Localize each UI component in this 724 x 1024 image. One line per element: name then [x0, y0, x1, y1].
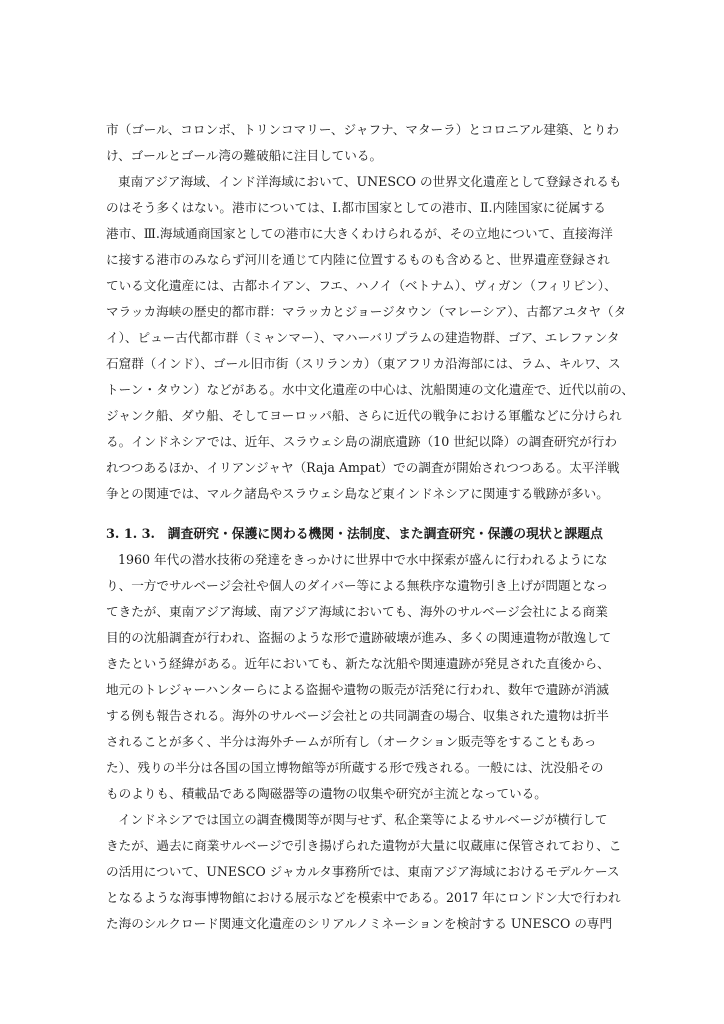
text-line: け、ゴールとゴール湾の難破船に注目している。: [106, 148, 383, 163]
text-line: する例も報告される。海外のサルベージ会社との共同調査の場合、収集された遺物は折半: [106, 708, 609, 723]
text-line: 東南アジア海域、インド洋海域において、UNESCO の世界文化遺産として登録されるも: [118, 174, 622, 189]
text-line: 地元のトレジャーハンターらによる盗掘や遺物の販売が活発に行われ、数年で遺跡が消滅: [106, 682, 609, 697]
text-line: る。インドネシアでは、近年、スラウェシ島の湖底遺跡（10 世紀以降）の調査研究が行わ: [106, 434, 617, 449]
text-line: となるような海事博物館における展示などを模索中である。2017 年にロンドン大で行われ: [106, 890, 621, 905]
text-line: トーン・タウン）などがある。水中文化遺産の中心は、沈船関連の文化遺産で、近代以前の、: [106, 382, 634, 397]
text-line: のはそう多くはない。港市については、Ⅰ.都市国家としての港市、Ⅱ.内陸国家に従属する: [106, 200, 606, 215]
text-line: 石窟群（インド）、ゴール旧市街（スリランカ）（東アフリカ沿海部には、ラム、キルワ、ス: [106, 356, 621, 371]
text-line: ジャンク船、ダウ船、そしてヨーロッパ船、さらに近代の戦争における軍艦などに分けられ: [106, 408, 622, 423]
text-line: 港市、Ⅲ.海域通商国家としての港市に大きくわけられるが、その立地について、直接海洋: [106, 226, 613, 241]
text-line: に接する港市のみならず河川を通じて内陸に位置するものも含めると、世界遺産登録され: [106, 252, 610, 267]
text-line: た）、残りの半分は各国の国立博物館等が所蔵する形で残される。一般には、沈没船その: [106, 760, 604, 775]
text-line: 市（ゴール、コロンボ、トリンコマリー、ジャフナ、マターラ）とコロニアル建築、とりわ: [106, 122, 619, 137]
text-line: イ）、ピュー古代都市群（ミャンマー）、マハーバリプラムの建造物群、ゴア、エレファンタ: [106, 330, 620, 345]
text-line: されることが多く、半分は海外チームが所有し（オークション販売等をすることもあっ: [106, 734, 597, 749]
section-heading: 3. 1. 3. 調査研究・保護に関わる機関・法制度、また調査研究・保護の現状と課題点: [106, 527, 603, 542]
text-line: きたという経緯がある。近年においても、新たな沈船や関連遺跡が発見された直後から、: [106, 656, 610, 671]
text-line: きたが、過去に商業サルベージで引き揚げられた遺物が大量に収蔵庫に保管されており、こ: [106, 838, 622, 853]
text-line: ものよりも、積載品である陶磁器等の遺物の収集や研究が主流となっている。: [106, 786, 547, 801]
text-line: 争との関連では、マルク諸島やスラウェシ島など東インドネシアに関連する戦跡が多い。: [106, 486, 609, 501]
text-line: た海のシルクロード関連文化遺産のシリアルノミネーションを検討する UNESCO の専門: [106, 916, 613, 931]
text-line: マラッカ海峡の歴史的都市群：マラッカとジョージタウン（マレーシア）、古都アユタヤ（タ: [106, 304, 627, 319]
text-line: 目的の沈船調査が行われ、盗掘のような形で遺跡破壊が進み、多くの関連遺物が散逸して: [106, 630, 612, 645]
text-line: インドネシアでは国立の調査機関等が関与せず、私企業等によるサルベージが横行して: [118, 812, 608, 827]
text-line: 1960 年代の潜水技術の発達をきっかけに世界中で水中探索が盛んに行われるようにな: [118, 552, 608, 567]
text-line: ている文化遺産には、古都ホイアン、フエ、ハノイ（ベトナム）、ヴィガン（フィリピン）、: [106, 278, 617, 293]
text-line: てきたが、東南アジア海域、南アジア海域においても、海外のサルベージ会社による商業: [106, 604, 608, 619]
text-line: れつつあるほか、イリアンジャヤ（Raja Ampat）での調査が開始されつつある。太平洋戦: [106, 460, 620, 475]
text-line: の活用について、UNESCO ジャカルタ事務所では、東南アジア海域におけるモデルケース: [106, 864, 620, 879]
text-line: り、一方でサルベージ会社や個人のダイバー等による無秩序な遺物引き上げが問題となっ: [106, 578, 609, 593]
